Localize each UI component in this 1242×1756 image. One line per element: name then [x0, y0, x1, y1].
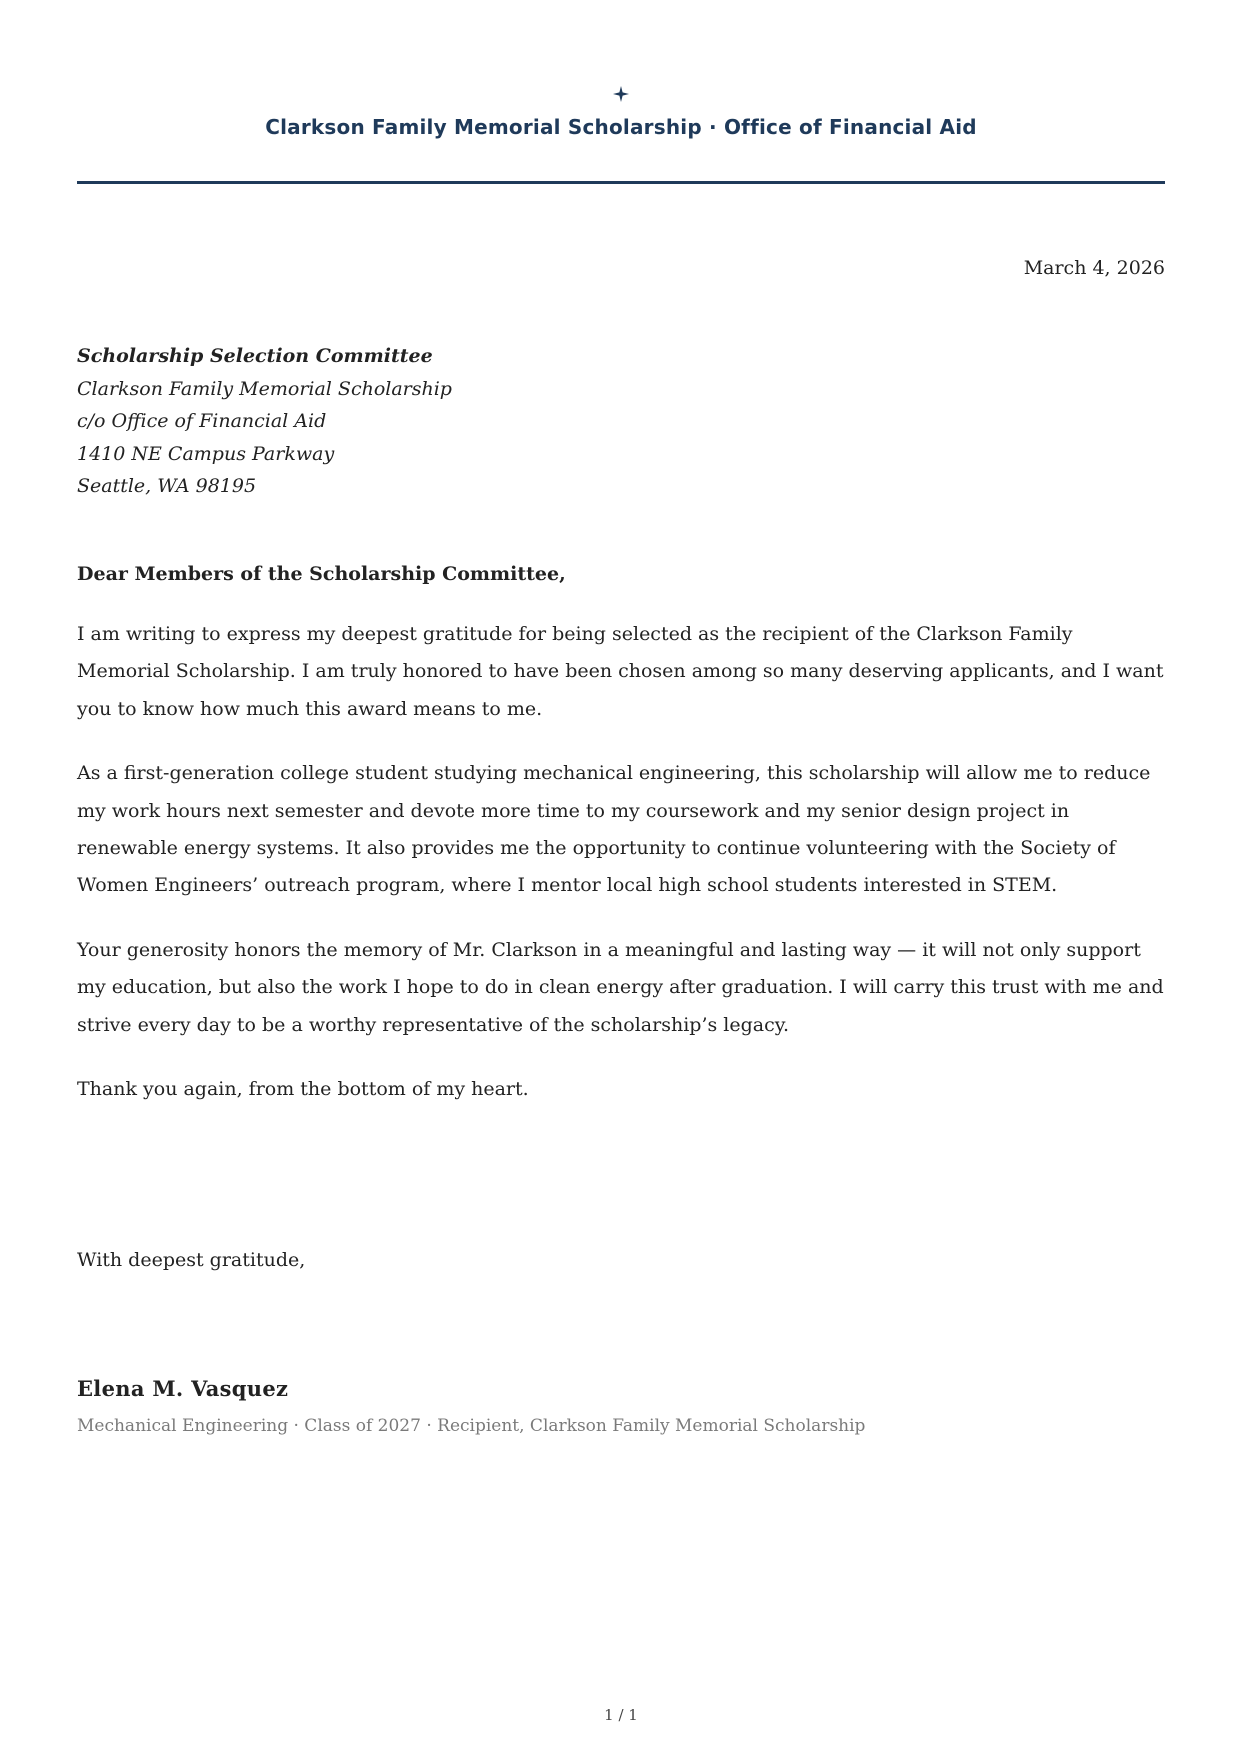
letterhead — [77, 86, 1165, 139]
letter-date: March 4, 2026 — [1023, 257, 1165, 279]
recipient-address — [77, 340, 452, 503]
signer-name: Elena M. Vasquez — [77, 1376, 289, 1401]
body-paragraph-1: I am writing to express my deepest gratitude for being selected as the recipient of the Clarkson Family Memorial Scholarship. I am truly honored to have been chosen among so many deserving applicants, and I want you to know how much this award means to me. — [77, 623, 1164, 720]
recipient-line-4: 1410 NE Campus Parkway — [77, 442, 335, 465]
recipient-line-5: Seattle, WA 98195 — [77, 475, 257, 497]
header-divider — [77, 181, 1165, 184]
page-number: 1 / 1 — [604, 1706, 638, 1724]
body-paragraph-3: Your generosity honors the memory of Mr. Clarkson in a meaningful and lasting way — it will not only support my education, but also the work I hope to do in clean energy after graduation. I will carry this trust with me and strive every day to be a worthy representative of the scholarship’s legacy. — [77, 938, 1164, 1036]
recipient-line-1: Scholarship Selection Committee — [77, 345, 433, 367]
recipient-line-2: Clarkson Family Memorial Scholarship — [77, 377, 452, 400]
body-paragraph-4: Thank you again, from the bottom of my heart. — [77, 1078, 529, 1101]
letter-body — [77, 556, 1167, 1135]
salutation: Dear Members of the Scholarship Committee, — [77, 563, 566, 585]
body-paragraph-2: As a first-generation college student studying mechanical engineering, this scholarship will allow me to reduce my work hours next semester and devote more time to my coursework and my senior design project in renewable energy systems. It also provides me the opportunity to continue volunteering with the Society of Women Engineers’ outreach program, where I mentor local high school students interested in STEM. — [77, 762, 1151, 897]
four-point-star-icon — [613, 86, 629, 102]
recipient-line-3: c/o Office of Financial Aid — [77, 410, 327, 432]
letterhead-title: Clarkson Family Memorial Scholarship · Office of Financial Aid — [265, 115, 977, 139]
closing: With deepest gratitude, — [77, 1249, 306, 1271]
signer-title: Mechanical Engineering · Class of 2027 · Recipient, Clarkson Family Memorial Scholarship — [77, 1416, 866, 1436]
